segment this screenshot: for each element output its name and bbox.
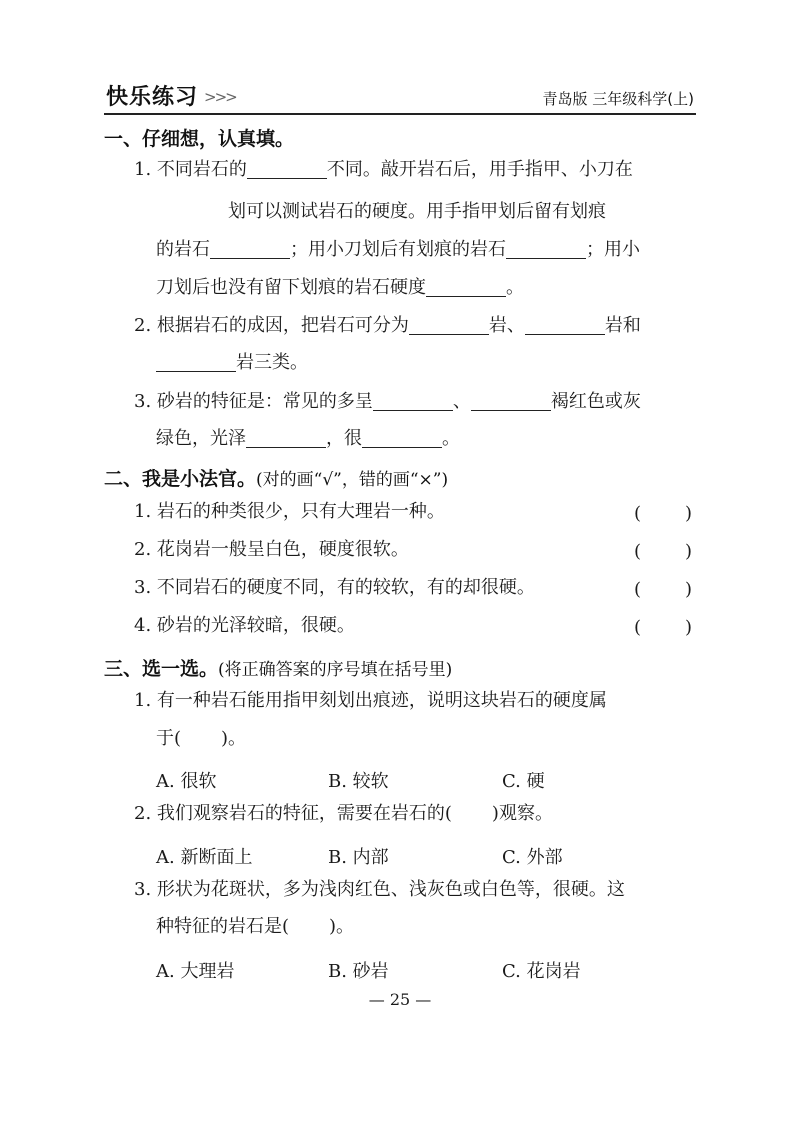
judge-item bbox=[134, 503, 445, 521]
s3-q1-text-b: 于( bbox=[156, 728, 182, 749]
section-3-heading bbox=[104, 654, 452, 681]
section-3-title: 三、选一选。 bbox=[104, 658, 219, 680]
answer-blank[interactable] bbox=[373, 392, 453, 411]
answer-parens[interactable] bbox=[634, 617, 692, 638]
s1-q3-text-c: 褐红色或灰 bbox=[550, 391, 641, 412]
option-a[interactable]: A. 新断面上 bbox=[156, 847, 253, 868]
answer-blank[interactable] bbox=[525, 316, 605, 335]
option-c[interactable]: C. 硬 bbox=[502, 771, 545, 792]
paren-close: ) bbox=[684, 541, 692, 562]
answer-blank[interactable] bbox=[506, 240, 586, 259]
s3-q3-text-b: 种特征的岩石是( bbox=[156, 916, 290, 937]
answer-blank[interactable] bbox=[471, 392, 551, 411]
s1-q1-text-c: 划可以测试岩石的硬度。用手指甲划后留有划痕 bbox=[228, 201, 606, 222]
paren-open: ( bbox=[633, 617, 641, 638]
s1-q3-text-a: 3. 砂岩的特征是：常见的多呈 bbox=[134, 391, 373, 412]
answer-blank[interactable] bbox=[362, 429, 442, 448]
answer-parens[interactable] bbox=[634, 503, 692, 524]
section-1-heading bbox=[104, 124, 294, 151]
judge-item bbox=[134, 541, 409, 559]
s1-q3-line1 bbox=[134, 392, 641, 411]
s3-q3-line1 bbox=[134, 881, 625, 899]
s3-q3-text-c: )。 bbox=[329, 916, 355, 937]
option-b[interactable]: B. 较软 bbox=[328, 771, 389, 792]
answer-blank[interactable] bbox=[426, 278, 506, 297]
option-c[interactable]: C. 花岗岩 bbox=[502, 961, 581, 982]
paren-open: ( bbox=[633, 503, 641, 524]
judge-item bbox=[134, 579, 535, 597]
paren-open: ( bbox=[633, 579, 641, 600]
section-2-title: 二、我是小法官。 bbox=[104, 468, 257, 490]
chevron-right-icon: >>> bbox=[204, 88, 236, 106]
answer-blank[interactable] bbox=[210, 240, 290, 259]
s1-q1-text-a: 1. 不同岩石的 bbox=[134, 159, 247, 180]
s1-q2-text-a: 2. 根据岩石的成因，把岩石可分为 bbox=[134, 315, 409, 336]
s3-q1-text-c: )。 bbox=[221, 728, 247, 749]
judge-item-text: 2. 花岗岩一般呈白色，硬度很软。 bbox=[134, 539, 409, 560]
answer-parens[interactable] bbox=[634, 541, 692, 562]
section-2-heading bbox=[104, 464, 448, 491]
s3-q3-line2 bbox=[156, 918, 354, 936]
s1-q1-text-g: 刀划后也没有留下划痕的岩石硬度 bbox=[156, 277, 426, 298]
option-a[interactable]: A. 大理岩 bbox=[156, 961, 235, 982]
answer-parens[interactable] bbox=[634, 579, 692, 600]
s1-q1-line4 bbox=[156, 278, 524, 297]
s1-q1-line2 bbox=[228, 203, 606, 221]
s1-q1-text-h: 。 bbox=[506, 277, 524, 298]
s1-q2-line2 bbox=[156, 353, 308, 372]
s1-q3-text-f: 。 bbox=[442, 428, 460, 449]
s3-q1-text-a: 1. 有一种岩石能用指甲刻划出痕迹，说明这块岩石的硬度属 bbox=[134, 690, 607, 711]
s3-q3-text-a: 3. 形状为花斑状，多为浅肉红色、浅灰色或白色等，很硬。这 bbox=[134, 879, 625, 900]
s3-q1-line1 bbox=[134, 692, 607, 710]
s1-q1-text-e: ；用小刀划后有划痕的岩石 bbox=[290, 239, 506, 260]
page-number: — 25 — bbox=[368, 990, 432, 1009]
paren-close: ) bbox=[684, 579, 692, 600]
page-header bbox=[104, 80, 696, 114]
option-a[interactable]: A. 很软 bbox=[156, 771, 217, 792]
s1-q2-line1 bbox=[134, 316, 641, 335]
s3-q2-text-a: 2. 我们观察岩石的特征，需要在岩石的( bbox=[134, 803, 452, 824]
s1-q2-text-d: 岩三类。 bbox=[236, 352, 308, 373]
s1-q1-line3 bbox=[156, 240, 640, 259]
s3-q2-text-b: )观察。 bbox=[491, 803, 553, 824]
s1-q1-text-b: 不同。敲开岩石后，用手指甲、小刀在 bbox=[326, 159, 633, 180]
s1-q3-line2 bbox=[156, 429, 460, 448]
paren-close: ) bbox=[684, 617, 692, 638]
judge-item bbox=[134, 617, 355, 635]
header-divider bbox=[104, 113, 696, 115]
answer-blank[interactable] bbox=[246, 429, 326, 448]
book-edition: 青岛版 三年级科学(上) bbox=[542, 90, 694, 108]
option-c[interactable]: C. 外部 bbox=[502, 847, 563, 868]
answer-blank[interactable] bbox=[156, 353, 236, 372]
s1-q2-text-b: 岩、 bbox=[488, 315, 525, 336]
s1-q3-text-d: 绿色，光泽 bbox=[156, 428, 246, 449]
section-1-title: 一、仔细想，认真填。 bbox=[104, 128, 295, 150]
header-title: 快乐练习 bbox=[106, 85, 199, 110]
option-b[interactable]: B. 内部 bbox=[328, 847, 389, 868]
s1-q1-text-f: ；用小 bbox=[586, 239, 640, 260]
answer-blank[interactable] bbox=[247, 160, 327, 179]
s1-q1-line1 bbox=[134, 160, 633, 179]
option-b[interactable]: B. 砂岩 bbox=[328, 961, 389, 982]
judge-item-text: 3. 不同岩石的硬度不同，有的较软，有的却很硬。 bbox=[134, 577, 535, 598]
section-2-instructions: (对的画“√”，错的画“×”) bbox=[256, 470, 449, 490]
s1-q3-text-b: 、 bbox=[452, 391, 471, 412]
s1-q1-text-d: 的岩石 bbox=[156, 239, 210, 260]
s1-q3-text-e: ，很 bbox=[326, 428, 362, 449]
s1-q2-text-c: 岩和 bbox=[604, 315, 641, 336]
paren-open: ( bbox=[633, 541, 641, 562]
section-3-instructions: (将正确答案的序号填在括号里) bbox=[218, 660, 453, 680]
s3-q1-line2 bbox=[156, 730, 246, 748]
judge-item-text: 4. 砂岩的光泽较暗，很硬。 bbox=[134, 615, 355, 636]
s3-q2-line1 bbox=[134, 805, 553, 823]
paren-close: ) bbox=[684, 503, 692, 524]
judge-item-text: 1. 岩石的种类很少，只有大理岩一种。 bbox=[134, 501, 445, 522]
answer-blank[interactable] bbox=[409, 316, 489, 335]
